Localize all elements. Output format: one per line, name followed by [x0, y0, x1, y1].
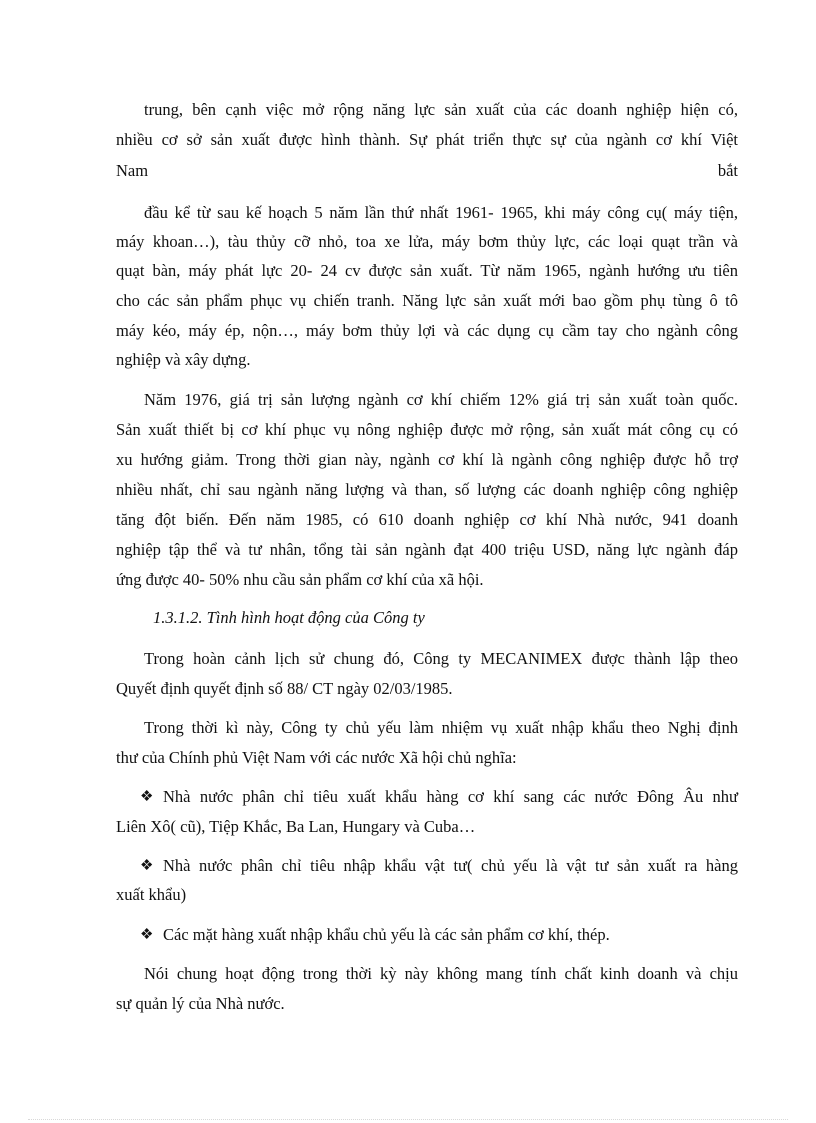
text-line: máy kéo, máy ép, nộn…, máy bơm thủy lợi và các dụng cụ cầm tay cho ngành công [116, 321, 738, 340]
text-line: trung, bên cạnh việc mở rộng năng lực sản xuất của các doanh nghiệp hiện có, [144, 100, 738, 119]
text-line: nghiệp và xây dựng. [116, 350, 251, 369]
text-line: nhiều cơ sở sản xuất được hình thành. Sự phát triển thực sự của ngành cơ khí Việt [116, 130, 738, 149]
text-line: Nam [116, 161, 149, 180]
text-line: ứng được 40- 50% nhu cầu sản phẩm cơ khí của xã hội. [116, 570, 484, 589]
bullet-line: Nhà nước phân chỉ tiêu nhập khẩu vật tư( chủ yếu là vật tư sản xuất ra hàng [163, 856, 738, 875]
text-line: Nói chung hoạt động trong thời kỳ này không mang tính chất kinh doanh và chịu [144, 964, 738, 983]
text-line: Liên Xô( cũ), Tiệp Khắc, Ba Lan, Hungary và Cuba… [116, 817, 476, 836]
text-line: Trong thời kì này, Công ty chủ yếu làm nhiệm vụ xuất nhập khẩu theo Nghị định [144, 718, 738, 737]
bullet-diamond-icon: ❖ [140, 927, 154, 943]
text-line: quạt bàn, máy phát lực 20- 24 cv được sản xuất. Từ năm 1965, ngành hướng ưu tiên [116, 261, 738, 280]
text-line: đầu kể từ sau kế hoạch 5 năm lần thứ nhất 1961- 1965, khi máy công cụ( máy tiện, [144, 203, 738, 222]
text-line: máy khoan…), tàu thủy cỡ nhỏ, toa xe lửa, máy bơm thủy lực, các loại quạt trần và [116, 232, 738, 251]
text-line: thư của Chính phủ Việt Nam với các nước Xã hội chủ nghĩa: [116, 748, 517, 767]
bullet-diamond-icon: ❖ [140, 858, 154, 874]
text-line: xu hướng giảm. Trong thời gian này, ngành cơ khí là ngành công nghiệp được hỗ trợ [116, 450, 738, 469]
text-line: Sản xuất thiết bị cơ khí phục vụ nông nghiệp được mở rộng, sản xuất mát công cụ có [116, 420, 738, 439]
text-line: nhiều nhất, chỉ sau ngành năng lượng và than, số lượng các doanh nghiệp công nghiệp [116, 480, 738, 499]
text-line: cho các sản phẩm phục vụ chiến tranh. Năng lực sản xuất mới bao gồm phụ tùng ô tô [116, 291, 738, 310]
bullet-diamond-icon: ❖ [140, 789, 154, 805]
text-line: Trong hoàn cảnh lịch sử chung đó, Công ty MECANIMEX được thành lập theo [144, 649, 738, 668]
text-line: bắt [717, 161, 738, 180]
text-line: Năm 1976, giá trị sản lượng ngành cơ khí chiếm 12% giá trị sản xuất toàn quốc. [144, 390, 738, 409]
section-heading: 1.3.1.2. Tình hình hoạt động của Công ty [153, 608, 425, 627]
text-line: nghiệp tập thể và tư nhân, tổng tài sản ngành đạt 400 triệu USD, năng lực ngành đáp [116, 540, 738, 559]
page-bottom-rule [28, 1119, 788, 1120]
text-line: sự quản lý của Nhà nước. [116, 994, 285, 1013]
bullet-line: Các mặt hàng xuất nhập khẩu chủ yếu là các sản phẩm cơ khí, thép. [163, 925, 610, 944]
text-line: Quyết định quyết định số 88/ CT ngày 02/03/1985. [116, 679, 453, 698]
text-line: xuất khẩu) [116, 885, 187, 904]
text-line: tăng đột biến. Đến năm 1985, có 610 doanh nghiệp cơ khí Nhà nước, 941 doanh [116, 510, 738, 529]
bullet-line: Nhà nước phân chỉ tiêu xuất khẩu hàng cơ khí sang các nước Đông Âu như [163, 787, 738, 806]
